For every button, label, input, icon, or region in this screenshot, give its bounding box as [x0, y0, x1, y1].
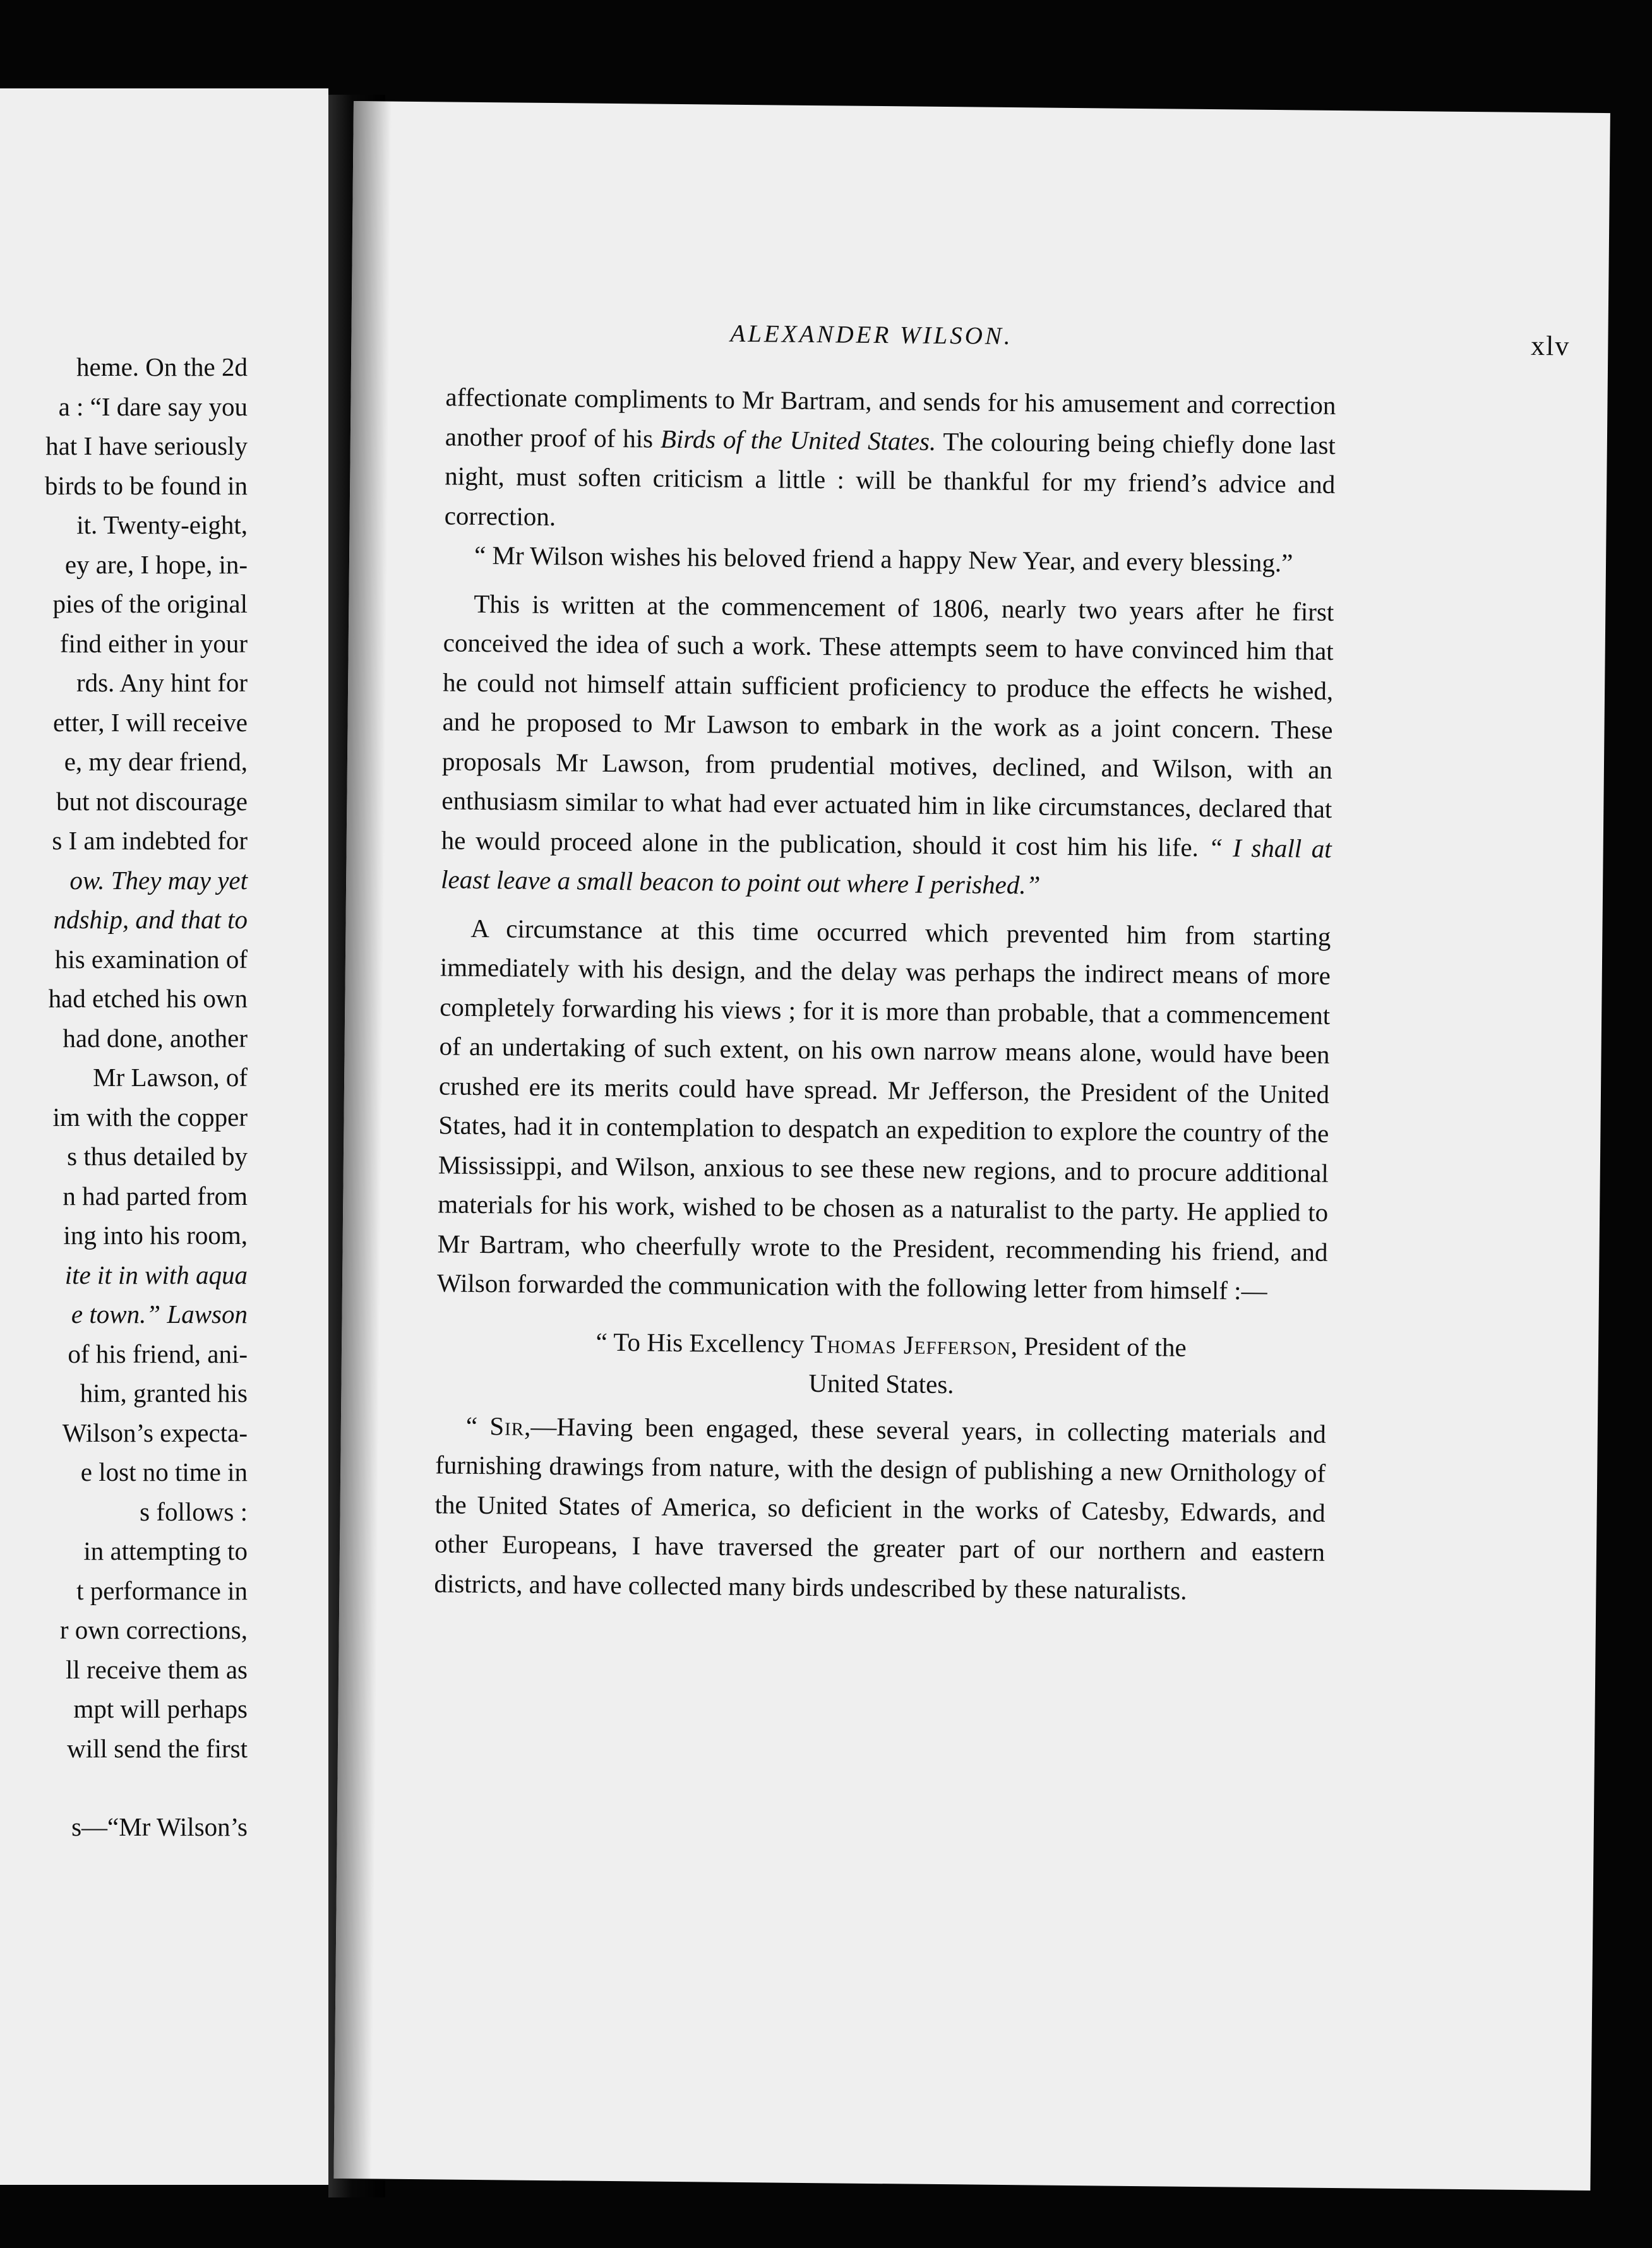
previous-page-line: rds. Any hint for: [76, 668, 248, 697]
book-page: [333, 101, 1610, 2191]
previous-page-line: mpt will perhaps: [73, 1694, 248, 1723]
previous-page-line: ow. They may yet: [69, 865, 248, 895]
previous-page-line: but not discourage: [56, 786, 248, 816]
previous-page-line: s follows :: [140, 1497, 248, 1526]
previous-page-line: ing into his room,: [63, 1221, 248, 1250]
previous-page-line: it. Twenty-eight,: [76, 510, 248, 539]
previous-page-line: t performance in: [76, 1575, 248, 1605]
previous-page-line: find either in your: [59, 628, 248, 658]
previous-page-line: pies of the original: [52, 589, 248, 618]
page-number: xlv: [1530, 330, 1571, 362]
previous-page-line: in attempting to: [83, 1536, 248, 1565]
previous-page-line: had etched his own: [48, 984, 248, 1013]
italic-quote: “ I shall at least leave a small beacon to point out where I perished.”: [440, 832, 1332, 900]
previous-page-line: im with the copper: [52, 1102, 248, 1132]
previous-page-line: Wilson’s expecta-: [62, 1418, 248, 1447]
previous-page-text: [0, 347, 248, 1847]
previous-page-line: s thus detailed by: [67, 1142, 248, 1171]
previous-page-line: had done, another: [63, 1023, 248, 1053]
previous-page-line: n had parted from: [63, 1181, 248, 1211]
previous-page-line: ey are, I hope, in-: [64, 549, 248, 579]
previous-page-line: him, granted his: [80, 1378, 248, 1408]
previous-page-line: a : “I dare say you: [58, 392, 248, 421]
previous-page-line: ite it in with aqua: [64, 1260, 248, 1289]
previous-page-line: s—“Mr Wilson’s: [71, 1812, 248, 1841]
previous-page-line: r own corrections,: [59, 1615, 248, 1644]
letter-heading: “ To His Excellency Thomas Jefferson, President of the United States.: [596, 1327, 1187, 1399]
paragraph-4: A circumstance at this time occurred which prevented him from starting immediately with his design, and the delay was perhaps the indirect means of more completely forwarding his views ; for it is more than probable, that a commencement of an undertaking of such extent, on his own narrow means alone, would have been crushed ere its merits could have spread. Mr Jefferson, the President of the United States, had it in contemplation to despatch an expedition to explore the country of the Mississippi, and Wilson, anxious to see these new regions, and to procure additional materials for his work, wished to be chosen as a naturalist to the party. He applied to Mr Bartram, who cheerfully wrote to the President, recommending his friend, and Wilson forwarded the communication with the following letter from himself :—: [436, 913, 1331, 1305]
previous-page-line: s I am indebted for: [52, 826, 248, 855]
previous-page-line: etter, I will receive: [53, 707, 248, 737]
paragraph-2: “ Mr Wilson wishes his beloved friend a happy New Year, and every blessing.”: [474, 540, 1293, 578]
running-head: ALEXANDER WILSON.: [730, 320, 1013, 350]
recipient-name: Thomas Jefferson: [810, 1329, 1012, 1360]
previous-page-line: Mr Lawson, of: [93, 1063, 248, 1092]
previous-page-line: his examination of: [54, 944, 248, 974]
previous-page-line: e lost no time in: [80, 1457, 248, 1486]
paragraph-5: “ Sir,—Having been engaged, these several years, in collecting materials and furnishing drawings from nature, with the design of publishing a new Ornithology of the United States of America, so deficient in the works of Catesby, Edwards, and other Europeans, I have traversed the greater part of our northern and eastern districts, and have collected many birds undescribed by these naturalists.: [434, 1411, 1327, 1605]
previous-page-fragment: [0, 88, 328, 2185]
previous-page-line: ll receive them as: [65, 1654, 248, 1684]
paragraph-1: affectionate compliments to Mr Bartram, and sends for his amusement and correction another proof of his Birds of the United States. The colouring being chiefly done last night, must soften criticism a little : will be thankful for my friend’s advice and correction.: [444, 382, 1336, 531]
previous-page-line: of his friend, ani-: [68, 1339, 248, 1368]
previous-page-line: e, my dear friend,: [64, 747, 248, 776]
salutation: Sir: [489, 1411, 525, 1441]
previous-page-line: will send the first: [67, 1733, 248, 1763]
previous-page-line: heme. On the 2d: [76, 352, 248, 381]
previous-page-line: e town.” Lawson: [71, 1300, 248, 1329]
page-body: [434, 377, 1336, 1611]
previous-page-line: hat I have seriously: [45, 431, 248, 460]
italic-title: Birds of the United States.: [660, 424, 937, 456]
line-gap: [0, 1768, 248, 1807]
paragraph-3: This is written at the commencement of 1806, nearly two years after he first conceived the idea of such a work. These attempts seem to have convinced him that he could not himself attain sufficient proficiency to produce the effects he wished, and he proposed to Mr Lawson to embark in the work as a joint concern. These proposals Mr Lawson, from prudential motives, declined, and Wilson, with an enthusiasm similar to what had ever actuated him in like circumstances, declared that he would proceed alone in the publication, should it cost him his life. “ I shall at least leave a small beacon to point out where I perished.”: [440, 589, 1334, 900]
previous-page-line: birds to be found in: [44, 470, 248, 500]
previous-page-line: ndship, and that to: [53, 905, 248, 934]
